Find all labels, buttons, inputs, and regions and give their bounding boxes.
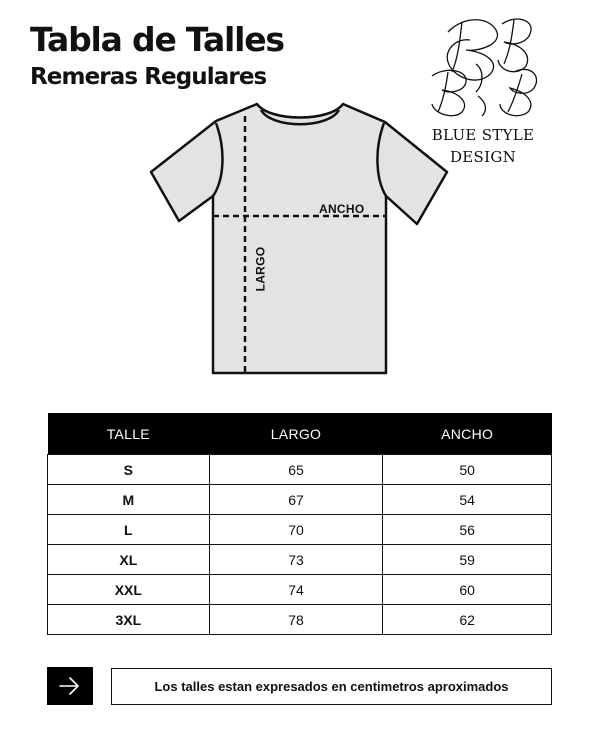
- largo-cell: 67: [209, 485, 383, 515]
- size-table: [47, 413, 552, 635]
- ancho-cell: 59: [383, 545, 552, 575]
- table-row: [48, 605, 552, 635]
- size-cell: XL: [48, 545, 210, 575]
- header-ancho: ANCHO: [383, 413, 552, 455]
- page-title: Tabla de Talles: [30, 20, 284, 59]
- measurement-note: Los talles estan expresados en centimetros aproximados: [111, 668, 552, 705]
- logo-text-line1: BLUE STYLE: [431, 126, 535, 144]
- largo-cell: 70: [209, 515, 383, 545]
- largo-cell: 78: [209, 605, 383, 635]
- size-cell: S: [48, 455, 210, 485]
- next-arrow-button[interactable]: [47, 667, 93, 705]
- header-largo: LARGO: [209, 413, 383, 455]
- table-row: [48, 545, 552, 575]
- tshirt-diagram: [140, 95, 460, 385]
- ancho-cell: 50: [383, 455, 552, 485]
- ancho-cell: 60: [383, 575, 552, 605]
- tshirt-body-icon: [151, 104, 447, 373]
- table-row: [48, 575, 552, 605]
- logo-text-line2: DESIGN: [449, 148, 517, 166]
- header-talle: TALLE: [48, 413, 210, 455]
- table-row: [48, 515, 552, 545]
- largo-cell: 65: [209, 455, 383, 485]
- page-subtitle: Remeras Regulares: [30, 64, 267, 90]
- largo-cell: 74: [209, 575, 383, 605]
- ancho-cell: 62: [383, 605, 552, 635]
- size-cell: XXL: [48, 575, 210, 605]
- ancho-cell: 54: [383, 485, 552, 515]
- width-label: ANCHO: [319, 202, 365, 216]
- table-header-row: [48, 413, 552, 455]
- arrow-right-icon: [58, 676, 82, 696]
- size-cell: M: [48, 485, 210, 515]
- size-cell: L: [48, 515, 210, 545]
- length-label: LARGO: [253, 246, 268, 292]
- ancho-cell: 56: [383, 515, 552, 545]
- table-row: [48, 485, 552, 515]
- size-cell: 3XL: [48, 605, 210, 635]
- table-row: [48, 455, 552, 485]
- largo-cell: 73: [209, 545, 383, 575]
